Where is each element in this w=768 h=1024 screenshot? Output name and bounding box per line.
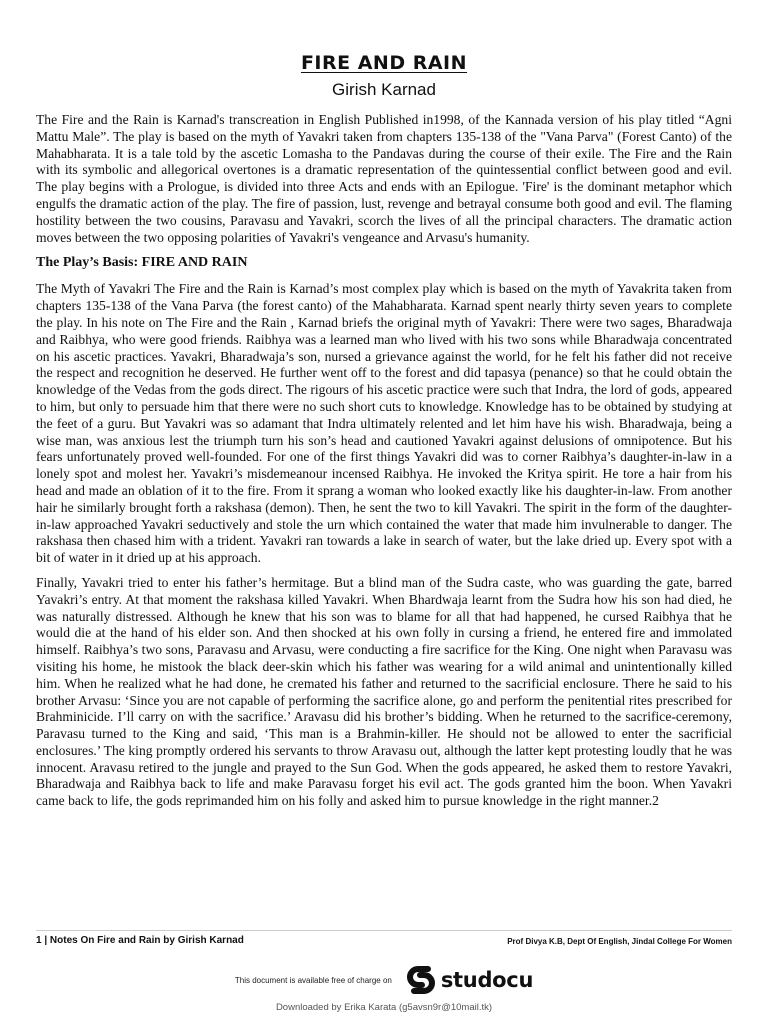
body-paragraph-2: Finally, Yavakri tried to enter his father’s hermitage. But a blind man of the Sudra caste, who was guarding the gate, barred Yavakri’s entry. At that moment the rakshasa killed Yavakri. When Bhardwaja learnt from the Sudra how his son had died, he was naturally distressed. Although he knew that his son was to blame for all that had happened, he cursed Raibhya that he would die at the hand of his elder son. And then shocked at his own folly in cursing a friend, he entered fire and immolated himself. Raibhya’s two sons, Paravasu and Arvasu, were conducting a fire sacrifice for the King. One night when Paravasu was visiting his home, he mistook the black deer-skin which his father was wearing for a wild animal and unintentionally killed him. When he realized what he had done, he cremated his father and returned to the sacrificial enclosure. There he said to his brother Arvasu: ‘Since you are not capable of performing the sacrifice alone, go and perform the penitential rites prescribed for Brahminicide. I’ll carry on with the sacrifice.’ Aravasu did his brother’s bidding. When he returned to the sacrifice-ceremony, Paravasu turned to the King and said, ‘This man is a Brahmin-killer. He should not be allowed to enter the sacrificial enclosures.’ The king promptly ordered his servants to throw Aravasu out, although the latter kept protesting loudly that he was innocent. Aravasu retired to the jungle and prayed to the Sun God. When the gods appeared, he asked them to restore Yavakri, Bharadwaja and Raibhya back to life and make Paravasu forget his evil act. The gods granted him the boon. When Yavakri came back to life, the gods reprimanded him on his folly and asked him to pursue knowledge in the right manner.2: [36, 574, 732, 809]
document-author: Girish Karnad: [332, 80, 436, 99]
intro-paragraph: The Fire and the Rain is Karnad's transcreation in English Published in1998, of the Kannada version of his play titled “Agni Mattu Male”. The play is based on the myth of Yavakri taken from chapters 135-138 of the "Vana Parva" (Forest Canto) of the Mahabharata. It is a tale told by the ascetic Lomasha to the Pandavas during the course of their exile. The Fire and the Rain with its symbolic and allegorical overtones is a dramatic representation of the quintessential conflict between good and evil. The play begins with a Prologue, is divided into three Acts and ends with an Epilogue. 'Fire' is the dominant metaphor which engulfs the dramatic action of the play. The fire of passion, lust, revenge and betrayal consume both good and evil. The flaming hostility between the two cousins, Paravasu and Yavakri, scorch the lives of all the principal characters. The dramatic action moves between the two opposing polarities of Yavakri's vengeance and Arvasu's humanity.: [36, 112, 732, 245]
download-notice: Downloaded by Erika Karata (g5avsn9r@10mail.tk): [275, 1002, 493, 1013]
availability-text: This document is available free of charge on: [234, 975, 392, 985]
studocu-logo[interactable]: [406, 966, 533, 994]
section-heading: The Play’s Basis: FIRE AND RAIN: [36, 255, 248, 271]
studocu-banner[interactable]: [0, 966, 768, 994]
footer-left: 1 | Notes On Fire and Rain by Girish Karnad: [36, 935, 244, 946]
studocu-wordmark: studocu: [440, 968, 534, 992]
studocu-s-icon: [406, 966, 436, 994]
footer-right: Prof Divya K.B, Dept Of English, Jindal College For Women: [507, 937, 732, 946]
document-page: [36, 50, 732, 818]
body-paragraph-1: The Myth of Yavakri The Fire and the Rain is Karnad’s most complex play which is based on the myth of Yavakrita taken from chapters 135-138 of the Vana Parva (the forest canto) of the Mahabharata. Karnad spent nearly thirty seven years to complete the play. In his note on The Fire and the Rain , Karnad briefs the original myth of Yavakri: There were two sages, Bharadwaja and Raibhya, who were good friends. Raibhya was a learned man who lived with his two sons while Bharadwaja concentrated on his ascetic practices. Yavakri, Bharadwaja’s son, nursed a grievance against the world, for he felt his father did not receive the respect and recognition he deserved. He further went off to the forest and did tapasya (penance) so that he could obtain the knowledge of the Vedas from the gods direct. The rigours of his ascetic practice were such that Indra, the lord of gods, appeared to him, but only to persuade him that there were no such short cuts to knowledge. Knowledge has to be obtained by studying at the feet of a guru. But Yavakri was so adamant that Indra ultimately relented and let him have his wish. Bharadwaja, being a wise man, was anxious lest the triumph turn his son’s head and cautioned Yavakri against delusions of omnipotence. But his fears unfortunately proved well-founded. For one of the first things Yavakri did was to corner Raibhya’s daughter-in-law in a lonely spot and molest her. Yavakri’s misdemeanour incensed Raibhya. He invoked the Kritya spirit. He tore a hair from his head and made an oblation of it to the fire. From it sprang a woman who looked exactly like his daughter-in-law. From another hair he similarly brought forth a rakshasa (demon). Then, he sent the two to kill Yavakri. The spirit in the form of the daughter-in-law approached Yavakri seductively and stole the urn which contained the water that made him invulnerable to danger. The rakshasa then chased him with a trident. Yavakri ran towards a lake in search of water, but the lake dried up. Every spot with a bit of water in it dried up at his approach.: [36, 281, 732, 566]
page-footer: [36, 930, 732, 946]
document-title: FIRE AND RAIN: [300, 52, 468, 74]
